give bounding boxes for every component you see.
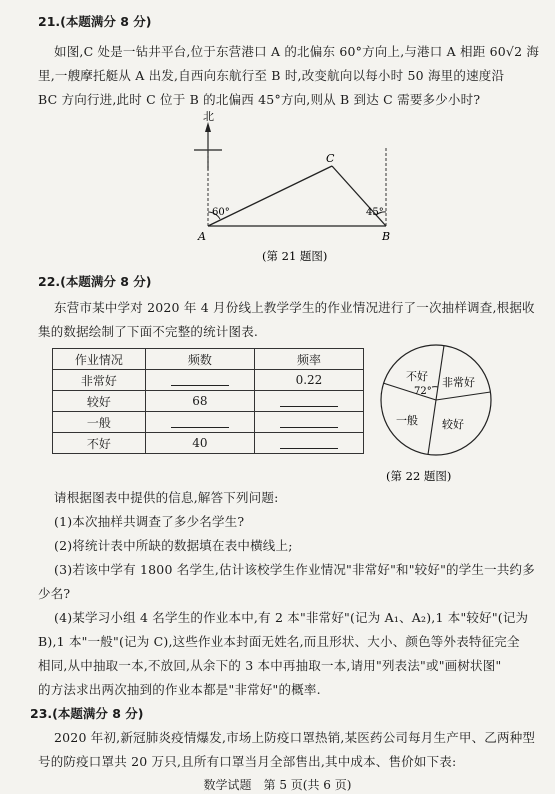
- table-cell: 0.22: [254, 370, 363, 391]
- q22-sub3-l1: (3)若该中学有 1800 名学生,估计该校学生作业情况"非常好"和"较好"的学生一共约多: [54, 562, 535, 577]
- pie-divider: [428, 400, 436, 455]
- table-row: [53, 370, 364, 391]
- table-header: 作业情况: [53, 349, 146, 370]
- answer-blank: [171, 417, 229, 428]
- pie-label-bad: 不好: [406, 370, 428, 383]
- point-c-label: C: [326, 152, 335, 165]
- pie-label-good: 较好: [442, 418, 464, 431]
- q23-line1: 2020 年初,新冠肺炎疫情爆发,市场上防疫口罩热销,某医药公司每月生产甲、乙两种型: [54, 730, 536, 745]
- q22-caption: (第 22 题图): [386, 469, 452, 483]
- pie-divider: [436, 392, 491, 400]
- angle-b-label: 45°: [366, 207, 384, 218]
- table-cell: 不好: [53, 433, 146, 454]
- table-cell: 一般: [53, 412, 146, 433]
- answer-blank: [280, 438, 338, 449]
- q22-header: 22.(本题满分 8 分): [38, 274, 152, 289]
- q21-line3: BC 方向行进,此时 C 位于 B 的北偏西 45°方向,则从 B 到达 C 需要多少小时?: [38, 92, 481, 107]
- q22-line1: 东营市某中学对 2020 年 4 月份线上教学学生的作业情况进行了一次抽样调查,根据收: [54, 300, 535, 315]
- answer-blank: [171, 375, 229, 386]
- point-b-label: B: [382, 230, 391, 243]
- answer-blank: [280, 417, 338, 428]
- q22-stats-table: [52, 348, 364, 454]
- point-a-label: A: [198, 230, 206, 243]
- table-row: [53, 412, 364, 433]
- table-cell-blank: [254, 391, 363, 412]
- north-arrow-icon: [205, 122, 211, 132]
- table-header: 频率: [254, 349, 363, 370]
- angle-a-label: 60°: [212, 207, 230, 218]
- q23-header: 23.(本题满分 8 分): [30, 706, 144, 721]
- q21-figure: [186, 108, 406, 268]
- table-cell-blank: [145, 412, 254, 433]
- q22-sub3-l2: 少名?: [38, 586, 71, 601]
- table-cell-blank: [254, 412, 363, 433]
- table-row: [53, 391, 364, 412]
- q22-prompt: 请根据图表中提供的信息,解答下列问题:: [54, 490, 279, 505]
- table-header: 频数: [145, 349, 254, 370]
- q22-line2: 集的数据绘制了下面不完整的统计图表.: [38, 324, 259, 339]
- q23-line2: 号的防疫口罩共 20 万只,且所有口罩当月全部售出,其中成本、售价如下表:: [38, 754, 457, 769]
- table-header-row: [53, 349, 364, 370]
- north-label: 北: [203, 110, 214, 123]
- q22-sub4-l4: 的方法求出两次抽到的作业本都是"非常好"的概率.: [38, 682, 321, 697]
- q21-caption: (第 21 题图): [262, 249, 328, 263]
- pie-label-average: 一般: [396, 414, 418, 427]
- table-row: [53, 433, 364, 454]
- q21-header: 21.(本题满分 8 分): [38, 14, 152, 29]
- q22-sub1: (1)本次抽样共调查了多少名学生?: [54, 514, 245, 529]
- pie-label-very-good: 非常好: [442, 376, 475, 389]
- table-cell: 较好: [53, 391, 146, 412]
- table-cell: 40: [145, 433, 254, 454]
- q21-line1: 如图,C 处是一钻井平台,位于东营港口 A 的北偏东 60°方向上,与港口 A 相距 60√2 海: [54, 44, 540, 59]
- q21-line2: 里,一艘摩托艇从 A 出发,自西向东航行至 B 时,改变航向以每小时 50 海里的速度沿: [38, 68, 505, 83]
- pie-angle-label: 72°: [414, 386, 432, 397]
- table-cell: 非常好: [53, 370, 146, 391]
- q22-pie-figure: [376, 340, 506, 492]
- q22-sub4-l3: 相同,从中抽取一本,不放回,从余下的 3 本中再抽取一本,请用"列表法"或"画树状图": [38, 658, 502, 673]
- page-footer: 数学试题 第 5 页(共 6 页): [203, 778, 352, 792]
- q22-sub4-l1: (4)某学习小组 4 名学生的作业本中,有 2 本"非常好"(记为 A₁、A₂),1 本"较好"(记为: [54, 610, 529, 625]
- q22-sub4-l2: B),1 本"一般"(记为 C),这些作业本封面无姓名,而且形状、大小、颜色等外表特征完全: [38, 634, 520, 649]
- table-cell: 68: [145, 391, 254, 412]
- answer-blank: [280, 396, 338, 407]
- table-cell-blank: [145, 370, 254, 391]
- pie-divider: [436, 346, 444, 401]
- table-cell-blank: [254, 433, 363, 454]
- q22-sub2: (2)将统计表中所缺的数据填在表中横线上;: [54, 538, 293, 553]
